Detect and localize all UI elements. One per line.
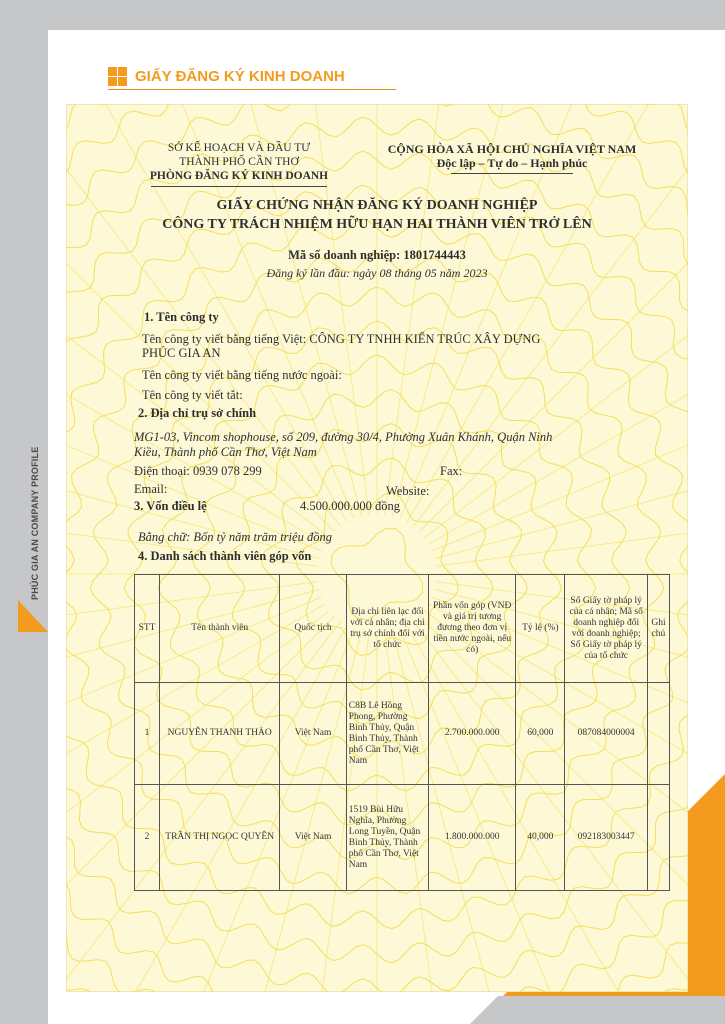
col-member-name: Tên thành viên [160,575,280,683]
cell-name: TRẦN THỊ NGỌC QUYÊN [160,785,280,891]
col-ratio: Tỷ lệ (%) [516,575,565,683]
cell-name: NGUYỄN THANH THẢO [160,683,280,785]
cell-nationality: Việt Nam [280,683,346,785]
address-line1: MG1-03, Vincom shophouse, số 209, đường 30/4, Phường Xuân Khánh, Quận Ninh [134,430,553,444]
agency-line2: THÀNH PHỐ CẦN THƠ [179,156,299,168]
section-2-heading: 2. Địa chỉ trụ sở chính [138,406,257,420]
email: Email: [134,482,168,496]
cell-id-document: 087084000004 [565,683,647,785]
cell-address: 1519 Bùi Hữu Nghĩa, Phường Long Tuyền, Quận Bình Thủy, Thành phố Cần Thơ, Việt Nam [346,785,428,891]
company-name-vn-line2: PHÚC GIA AN [142,346,221,360]
cell-address: C8B Lê Hồng Phong, Phường Bình Thủy, Quận Bình Thủy, Thành phố Cần Thơ, Việt Nam [346,683,428,785]
website: Website: [386,484,430,498]
company-name-short: Tên công ty viết tắt: [142,388,243,402]
agency-line3: PHÒNG ĐĂNG KÝ KINH DOANH [149,170,329,182]
left-grey-band [0,0,48,1024]
company-name-vn-line1: Tên công ty viết bằng tiếng Việt: CÔNG TY TNHH KIẾN TRÚC XÂY DỰNG [142,332,541,346]
section-3-heading: 3. Vốn điều lệ [134,499,207,513]
tax-code: Mã số doanh nghiệp: 1801744443 [288,248,466,262]
side-profile-label: PHÚC GIA AN COMPANY PROFILE [30,446,40,600]
cell-capital: 2.700.000.000 [429,683,516,785]
members-table [134,574,670,891]
nation-line2: Độc lập – Tự do – Hạnh phúc [436,156,588,170]
phone: Điện thoại: 0939 078 299 [134,464,262,478]
section-1-heading: 1. Tên công ty [144,310,219,324]
cell-nationality: Việt Nam [280,785,346,891]
top-grey-band [0,0,725,30]
company-type-title: CÔNG TY TRÁCH NHIỆM HỮU HẠN HAI THÀNH VIÊN TRỞ LÊN [162,217,592,232]
cell-note [647,683,669,785]
col-address: Địa chỉ liên lạc đối với cá nhân; địa chỉ trụ sở chính đối với tổ chức [346,575,428,683]
cell-stt: 1 [135,683,160,785]
col-note: Ghi chú [647,575,669,683]
company-name-foreign: Tên công ty viết bằng tiếng nước ngoài: [142,368,342,382]
bottom-grey-strip [470,996,725,1024]
fax: Fax: [440,464,463,478]
business-registration-certificate [66,104,688,992]
section-4-heading: 4. Danh sách thành viên góp vốn [138,549,312,563]
table-row [135,683,670,785]
grid-squares-icon [108,67,127,86]
cell-stt: 2 [135,785,160,891]
cell-id-document: 092183003447 [565,785,647,891]
table-header-row [135,575,670,683]
cell-ratio: 40,000 [516,785,565,891]
nation-line1: CỘNG HÒA XÃ HỘI CHỦ NGHĨA VIỆT NAM [387,142,637,156]
capital-in-words: Bằng chữ: Bốn tỷ năm trăm triệu đồng [138,530,332,544]
certificate-title: GIẤY CHỨNG NHẬN ĐĂNG KÝ DOANH NGHIỆP [216,198,538,213]
col-capital: Phần vốn góp (VNĐ và giá trị tương đương theo đơn vị tiền nước ngoài, nếu có) [429,575,516,683]
cell-note [647,785,669,891]
col-nationality: Quốc tịch [280,575,346,683]
agency-underline [151,186,327,187]
motto-underline [451,173,573,174]
left-orange-triangle [18,600,48,632]
col-id-document: Số Giấy tờ pháp lý của cá nhân; Mã số doanh nghiệp đối với doanh nghiệp; Số Giấy tờ pháp lý của tổ chức [565,575,647,683]
header-underline [108,89,396,90]
charter-capital: 4.500.000.000 đồng [300,499,400,513]
registration-date: Đăng ký lần đầu: ngày 08 tháng 05 năm 2023 [266,266,488,280]
col-stt: STT [135,575,160,683]
table-row [135,785,670,891]
section-title: GIẤY ĐĂNG KÝ KINH DOANH [135,67,345,85]
cell-capital: 1.800.000.000 [429,785,516,891]
cell-ratio: 60,000 [516,683,565,785]
agency-line1: SỞ KẾ HOẠCH VÀ ĐẦU TƯ [167,142,311,154]
address-line2: Kiều, Thành phố Cần Thơ, Việt Nam [134,445,317,459]
section-header [108,64,345,88]
